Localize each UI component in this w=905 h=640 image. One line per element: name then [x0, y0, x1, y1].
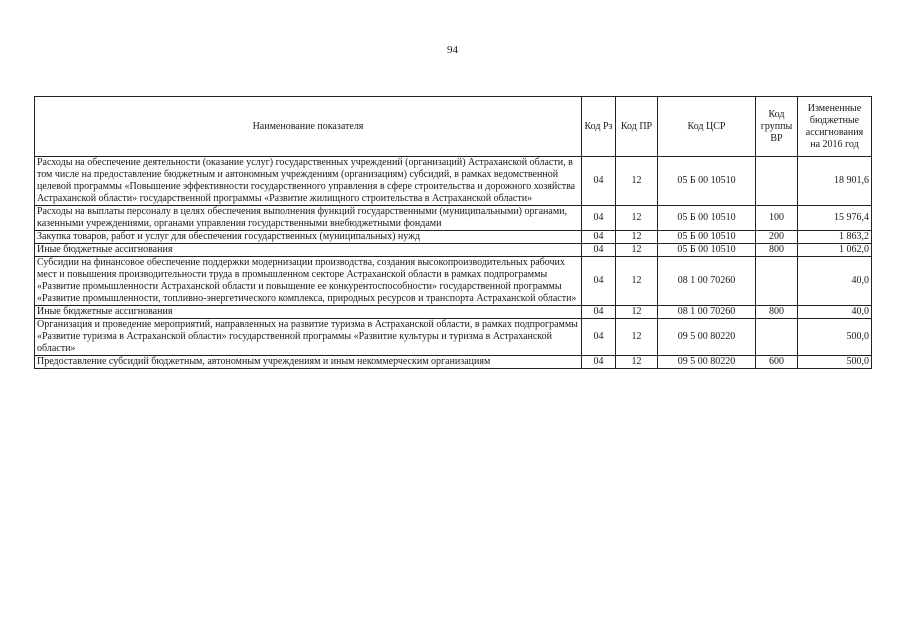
table-row — [35, 306, 872, 319]
row-rz: 04 — [582, 157, 616, 206]
table-row — [35, 319, 872, 356]
row-amount: 1 062,0 — [798, 244, 872, 257]
table-row — [35, 244, 872, 257]
row-vr: 200 — [756, 231, 798, 244]
row-vr — [756, 319, 798, 356]
row-name: Предоставление субсидий бюджетным, автономным учреждениям и иным некоммерческим организациям — [35, 356, 582, 369]
row-rz: 04 — [582, 306, 616, 319]
row-name: Субсидии на финансовое обеспечение поддержки модернизации производства, создания высокопроизводительных рабочих мест и повышения производительности труда в промышленном секторе Астраханской области в рамках подпрограммы «Развитие промышленности Астраханской области и повышение ее конкурентоспособности» государственной программы «Развитие промышленности, топливно-энергетического комплекса, природных ресурсов и транспорта Астраханской области» — [35, 257, 582, 306]
row-pr: 12 — [616, 319, 658, 356]
row-vr — [756, 257, 798, 306]
table-row — [35, 206, 872, 231]
row-vr: 800 — [756, 306, 798, 319]
header-name: Наименование показателя — [35, 97, 582, 157]
row-rz: 04 — [582, 319, 616, 356]
row-amount: 500,0 — [798, 319, 872, 356]
row-amount: 18 901,6 — [798, 157, 872, 206]
row-pr: 12 — [616, 231, 658, 244]
row-vr: 800 — [756, 244, 798, 257]
table-row — [35, 257, 872, 306]
row-rz: 04 — [582, 257, 616, 306]
row-amount: 1 863,2 — [798, 231, 872, 244]
row-name: Закупка товаров, работ и услуг для обеспечения государственных (муниципальных) нужд — [35, 231, 582, 244]
row-vr: 100 — [756, 206, 798, 231]
row-csr: 09 5 00 80220 — [658, 319, 756, 356]
row-name: Расходы на выплаты персоналу в целях обеспечения выполнения функций государственными (муниципальными) органами, казенными учреждениями, органами управления государственными внебюджетными фондами — [35, 206, 582, 231]
header-rz: Код Рз — [582, 97, 616, 157]
header-vr: Код группы ВР — [756, 97, 798, 157]
row-csr: 09 5 00 80220 — [658, 356, 756, 369]
row-name: Иные бюджетные ассигнования — [35, 244, 582, 257]
row-csr: 08 1 00 70260 — [658, 257, 756, 306]
row-vr: 600 — [756, 356, 798, 369]
row-name: Расходы на обеспечение деятельности (оказание услуг) государственных учреждений (организаций) Астраханской области, в том числе на предоставление бюджетным и автономным учреждениям (организациям) субсидий, в рамках ведомственной целевой программы «Повышение эффективности государственного управления в сфере строительства и дорожного хозяйства Астраханской области» государственной программы «Развитие жилищного строительства в Астраханской области» — [35, 157, 582, 206]
row-rz: 04 — [582, 231, 616, 244]
header-pr: Код ПР — [616, 97, 658, 157]
row-name: Организация и проведение мероприятий, направленных на развитие туризма в Астраханской области, в рамках подпрограммы «Развитие туризма в Астраханской области» государственной программы «Развитие культуры и туризма в Астраханской области» — [35, 319, 582, 356]
table-row — [35, 356, 872, 369]
row-vr — [756, 157, 798, 206]
row-rz: 04 — [582, 206, 616, 231]
row-csr: 05 Б 00 10510 — [658, 157, 756, 206]
row-pr: 12 — [616, 356, 658, 369]
table-header-row — [35, 97, 872, 157]
row-csr: 05 Б 00 10510 — [658, 206, 756, 231]
row-pr: 12 — [616, 206, 658, 231]
row-name: Иные бюджетные ассигнования — [35, 306, 582, 319]
row-csr: 05 Б 00 10510 — [658, 231, 756, 244]
row-pr: 12 — [616, 157, 658, 206]
row-csr: 05 Б 00 10510 — [658, 244, 756, 257]
table-row — [35, 157, 872, 206]
header-amount: Измененные бюджетные ассигнования на 2016 год — [798, 97, 872, 157]
row-pr: 12 — [616, 306, 658, 319]
row-pr: 12 — [616, 257, 658, 306]
row-csr: 08 1 00 70260 — [658, 306, 756, 319]
row-amount: 40,0 — [798, 306, 872, 319]
header-csr: Код ЦСР — [658, 97, 756, 157]
table-row — [35, 231, 872, 244]
row-amount: 500,0 — [798, 356, 872, 369]
row-amount: 40,0 — [798, 257, 872, 306]
budget-table — [34, 96, 872, 369]
page-number: 94 — [447, 44, 458, 56]
row-amount: 15 976,4 — [798, 206, 872, 231]
row-pr: 12 — [616, 244, 658, 257]
row-rz: 04 — [582, 356, 616, 369]
row-rz: 04 — [582, 244, 616, 257]
